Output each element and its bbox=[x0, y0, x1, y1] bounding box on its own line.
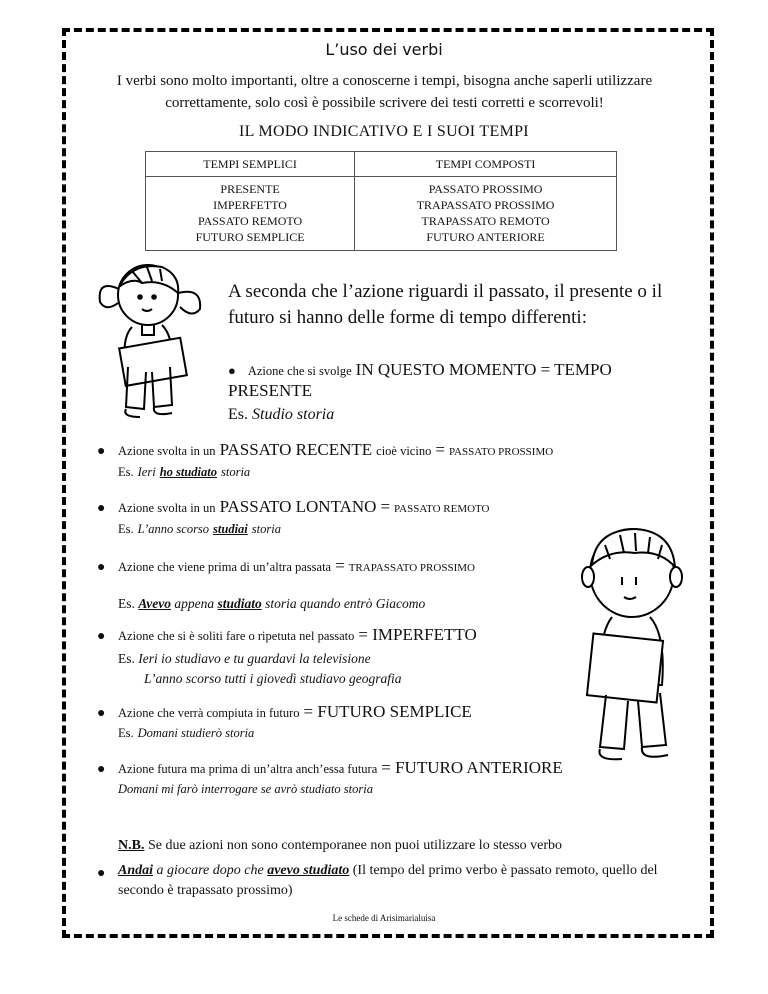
tense-passato-remoto: PASSATO REMOTO bbox=[198, 214, 303, 228]
example-presente bbox=[228, 406, 334, 424]
list-item-futuro bbox=[118, 702, 588, 743]
item-key: = FUTURO ANTERIORE bbox=[381, 758, 563, 777]
example-text: Domani mi farò interrogare se avrò studiato storia bbox=[118, 782, 373, 796]
item-tense: PASSATO REMOTO bbox=[394, 503, 490, 515]
example-text: Ieri io studiavo e tu guardavi la televisione bbox=[138, 651, 371, 666]
item-tense: TRAPASSATO PROSSIMO bbox=[348, 562, 475, 574]
list-item-trapassato bbox=[118, 556, 538, 578]
example-text: storia bbox=[221, 465, 251, 479]
example-text: Ieri bbox=[137, 465, 156, 479]
bullet-icon: ● bbox=[97, 762, 106, 777]
es-label: Es. bbox=[118, 465, 134, 479]
item-text: Azione che verrà compiuta in futuro bbox=[118, 706, 300, 720]
item-text: Azione che si è soliti fare o ripetuta nel passato bbox=[118, 629, 355, 643]
intro-paragraph: I verbi sono molto importanti, oltre a conoscerne i tempi, bisogna anche saperli utilizzare correttamente, solo così è possibile scrivere dei testi corretti e scorrevoli! bbox=[116, 73, 653, 111]
example-imperfetto bbox=[118, 649, 402, 689]
bullet-icon: ● bbox=[97, 560, 106, 575]
section-title: IL MODO INDICATIVO E I SUOI TEMPI bbox=[239, 123, 529, 140]
list-item-imperfetto bbox=[118, 625, 588, 646]
es-label: Es. bbox=[118, 726, 134, 740]
item-text: Azione futura ma prima di un’altra anch’essa futura bbox=[118, 762, 378, 776]
girl-with-book-illustration bbox=[92, 257, 222, 422]
tense-futuro-anteriore: FUTURO ANTERIORE bbox=[426, 230, 545, 244]
tense-presente: PRESENTE bbox=[220, 182, 280, 196]
lead-paragraph: A seconda che l’azione riguardi il passato, il presente o il futuro si hanno delle forme di tempo differenti: bbox=[228, 281, 663, 328]
item-key: IN QUESTO MOMENTO = TEMPO bbox=[355, 360, 612, 379]
example-verb: studiato bbox=[217, 596, 262, 611]
item-key: PASSATO LONTANO bbox=[219, 497, 377, 516]
es-label: Es. bbox=[118, 522, 134, 536]
item-text: Azione che si svolge bbox=[247, 364, 352, 378]
item-tense: PRESENTE bbox=[228, 381, 313, 400]
tense-imperfetto: IMPERFETTO bbox=[213, 198, 287, 212]
item-text: Azione che viene prima di un’altra passata bbox=[118, 560, 332, 574]
example-verb: Avevo bbox=[138, 596, 171, 611]
nb-explanation: (Il tempo del primo verbo è passato remoto, quello del secondo è trapassato prossimo) bbox=[118, 863, 658, 898]
list-item-passato-prossimo bbox=[118, 440, 678, 482]
example-verb: ho studiato bbox=[159, 465, 217, 479]
table-header-composti: TEMPI COMPOSTI bbox=[355, 152, 617, 177]
es-label: Es. bbox=[118, 596, 135, 611]
list-item-presente bbox=[228, 360, 698, 402]
bullet-icon: ● bbox=[97, 629, 106, 644]
item-eq: = bbox=[435, 440, 445, 459]
tenses-table bbox=[145, 151, 617, 251]
tense-passato-prossimo: PASSATO PROSSIMO bbox=[428, 182, 543, 196]
item-text: Azione svolta in un bbox=[118, 501, 216, 515]
example-verb: studiai bbox=[213, 522, 248, 536]
example-verb: Andai bbox=[118, 863, 154, 878]
example-text: a giocare dopo che bbox=[156, 863, 264, 878]
table-cell-semplici bbox=[146, 177, 355, 251]
bullet-icon: ● bbox=[97, 706, 106, 721]
item-key: PASSATO RECENTE bbox=[219, 440, 373, 459]
example-trapassato bbox=[118, 596, 425, 612]
bullet-icon: ● bbox=[97, 444, 106, 459]
bullet-icon: ● bbox=[228, 363, 236, 378]
item-text: Azione svolta in un bbox=[118, 444, 216, 458]
table-header-semplici: TEMPI SEMPLICI bbox=[146, 152, 355, 177]
item-eq: = bbox=[380, 497, 391, 516]
example-text: Domani studierò storia bbox=[137, 726, 255, 740]
item-key: = IMPERFETTO bbox=[358, 625, 477, 644]
tense-trapassato-remoto: TRAPASSATO REMOTO bbox=[421, 214, 550, 228]
example-text: L’anno scorso bbox=[137, 522, 210, 536]
page-title: L’uso dei verbi bbox=[325, 40, 443, 59]
example-text: storia quando entrò Giacomo bbox=[265, 596, 426, 611]
example-text: L’anno scorso tutti i giovedì studiavo geografia bbox=[144, 671, 402, 686]
tense-futuro-semplice: FUTURO SEMPLICE bbox=[195, 230, 305, 244]
nb-label: N.B. bbox=[118, 838, 145, 853]
nb-example bbox=[118, 861, 688, 901]
item-tense: PASSATO PROSSIMO bbox=[448, 446, 554, 458]
es-label: Es. bbox=[118, 651, 135, 666]
table-cell-composti bbox=[355, 177, 617, 251]
item-mid: cioè vicino bbox=[376, 444, 432, 458]
example-text: storia bbox=[251, 522, 281, 536]
nb-note bbox=[118, 838, 698, 854]
nb-text: Se due azioni non sono contemporanee non puoi utilizzare lo stesso verbo bbox=[147, 838, 563, 853]
item-eq: = bbox=[335, 556, 345, 575]
boy-with-book-illustration bbox=[580, 525, 690, 765]
list-item-futuro-anteriore bbox=[118, 758, 698, 799]
tense-trapassato-prossimo: TRAPASSATO PROSSIMO bbox=[416, 198, 555, 212]
item-key: = FUTURO SEMPLICE bbox=[303, 702, 472, 721]
example-verb: avevo studiato bbox=[267, 863, 350, 878]
example-text: appena bbox=[174, 596, 215, 611]
bullet-icon: ● bbox=[97, 866, 106, 881]
es-label: Es. bbox=[228, 406, 248, 423]
bullet-icon: ● bbox=[97, 501, 106, 516]
footer-credit: Le schede di Arisimarialuisa bbox=[332, 913, 436, 923]
example-text: Studio storia bbox=[252, 406, 335, 423]
